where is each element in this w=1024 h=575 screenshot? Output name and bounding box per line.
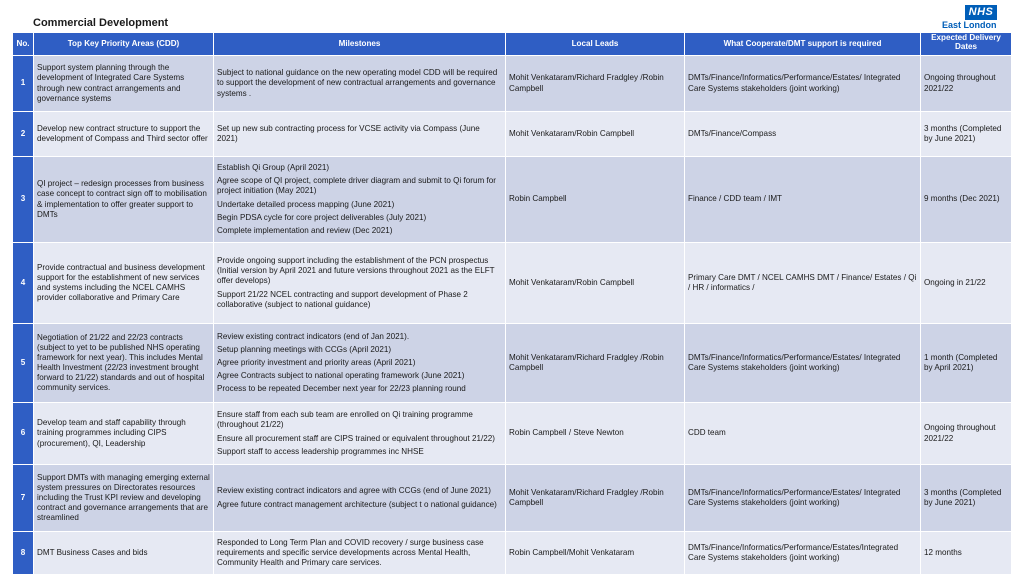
- milestones-cell: [214, 532, 506, 575]
- table-header-row: [13, 33, 1012, 56]
- support-required-cell: DMTs/Finance/Informatics/Performance/Estates/ Integrated Care Systems stakeholders (joint working): [685, 465, 921, 532]
- delivery-dates-cell: 9 months (Dec 2021): [921, 157, 1012, 243]
- milestones-cell: [214, 56, 506, 112]
- local-leads-cell: Mohit Venkataram/Richard Fradgley /Robin Campbell: [506, 465, 685, 532]
- trust-name: East London: [942, 20, 997, 30]
- header-support: What Cooperate/DMT support is required: [685, 33, 921, 56]
- table-row: [13, 532, 1012, 575]
- milestones-cell: [214, 324, 506, 403]
- priority-area-cell: DMT Business Cases and bids: [34, 532, 214, 575]
- delivery-dates-cell: 1 month (Completed by April 2021): [921, 324, 1012, 403]
- priority-area-cell: Support system planning through the development of Integrated Care Systems through new contract arrangements and governance systems: [34, 56, 214, 112]
- milestone-item: Set up new sub contracting process for VCSE activity via Compass (June 2021): [217, 123, 480, 143]
- milestone-item: Provide ongoing support including the establishment of the PCN prospectus (Initial version by April 2021 and future versions throughout 2021 as the ELFT offer develops): [217, 256, 495, 286]
- milestones-cell: [214, 465, 506, 532]
- milestone-item: Process to be repeated December next year for 22/23 planning round: [217, 384, 466, 394]
- table-row: [13, 403, 1012, 465]
- milestones-cell: [214, 243, 506, 324]
- milestones-cell: [214, 403, 506, 465]
- support-required-cell: DMTs/Finance/Compass: [685, 112, 921, 157]
- milestone-item: Begin PDSA cycle for core project deliverables (July 2021): [217, 212, 427, 222]
- row-number: 1: [13, 56, 34, 112]
- milestone-item: Undertake detailed process mapping (June 2021): [217, 199, 395, 209]
- support-required-cell: DMTs/Finance/Informatics/Performance/Estates/ Integrated Care Systems stakeholders (joint working): [685, 324, 921, 403]
- row-number: 6: [13, 403, 34, 465]
- header-leads: Local Leads: [506, 33, 685, 56]
- row-number: 3: [13, 157, 34, 243]
- row-number: 5: [13, 324, 34, 403]
- page-title: Commercial Development: [33, 17, 169, 29]
- table-row: [13, 324, 1012, 403]
- milestone-item: Establish Qi Group (April 2021): [217, 163, 330, 173]
- row-number: 8: [13, 532, 34, 575]
- milestone-item: Agree Contracts subject to national operating framework (June 2021): [217, 371, 465, 381]
- local-leads-cell: Mohit Venkataram/Richard Fradgley /Robin Campbell: [506, 56, 685, 112]
- header-dates: Expected Delivery Dates: [921, 33, 1012, 56]
- table-row: [13, 157, 1012, 243]
- milestone-item: Support staff to access leadership programmes inc NHSE: [217, 446, 424, 456]
- milestone-item: Ensure all procurement staff are CIPS trained or equivalent throughout 21/22): [217, 433, 495, 443]
- priority-area-cell: Provide contractual and business development support for the establishment of new services and systems including the NCEL CAMHS provider collaborative and Primary Care: [34, 243, 214, 324]
- milestone-item: Agree scope of QI project, complete driver diagram and submit to Qi forum for project initiation (May 2021): [217, 176, 496, 196]
- milestone-item: Responded to Long Term Plan and COVID recovery / surge business case requirements and specific service developments across Mental Health, Community Health and Primary care services.: [217, 537, 484, 568]
- priority-area-cell: Support DMTs with managing emerging external system pressures on Directorates resources including the Trust KPI review and developing contract and governance arrangements that are streamlined: [34, 465, 214, 532]
- header-cdd: Top Key Priority Areas (CDD): [34, 33, 214, 56]
- header-no: No.: [13, 33, 34, 56]
- milestone-item: Complete implementation and review (Dec 2021): [217, 225, 393, 235]
- nhs-logo: [941, 5, 999, 32]
- row-number: 7: [13, 465, 34, 532]
- milestone-item: Agree priority investment and priority areas (April 2021): [217, 357, 416, 367]
- milestone-item: Agree future contract management architecture (subject t o national guidance): [217, 499, 497, 509]
- local-leads-cell: Robin Campbell/Mohit Venkataram: [506, 532, 685, 575]
- local-leads-cell: Mohit Venkataram/Robin Campbell: [506, 243, 685, 324]
- delivery-dates-cell: Ongoing throughout 2021/22: [921, 56, 1012, 112]
- delivery-dates-cell: Ongoing throughout 2021/22: [921, 403, 1012, 465]
- delivery-dates-cell: Ongoing in 21/22: [921, 243, 1012, 324]
- support-required-cell: Finance / CDD team / IMT: [685, 157, 921, 243]
- milestone-item: Review existing contract indicators (end of Jan 2021).: [217, 331, 410, 341]
- milestones-cell: [214, 112, 506, 157]
- local-leads-cell: Robin Campbell: [506, 157, 685, 243]
- table-body: [13, 56, 1012, 575]
- row-number: 2: [13, 112, 34, 157]
- delivery-dates-cell: 12 months: [921, 532, 1012, 575]
- support-required-cell: CDD team: [685, 403, 921, 465]
- priority-area-cell: Develop team and staff capability through training programmes including CIPS (procurement), QI, Leadership: [34, 403, 214, 465]
- priority-area-cell: QI project – redesign processes from business case concept to contract sign off to mobilisation & implementation to offer greater support to DMTs: [34, 157, 214, 243]
- support-required-cell: Primary Care DMT / NCEL CAMHS DMT / Finance/ Estates / Qi / HR / informatics /: [685, 243, 921, 324]
- nhs-logo-mark: NHS: [965, 5, 997, 20]
- priority-area-cell: Negotiation of 21/22 and 22/23 contracts (subject to yet to be published NHS operating framework for next year). This includes Mental Health Investment (22/23 investment brought forward to 21/22) standards and out of hospital community services.: [34, 324, 214, 403]
- milestone-item: Setup planning meetings with CCGs (April 2021): [217, 344, 392, 354]
- table-row: [13, 243, 1012, 324]
- table-row: [13, 112, 1012, 157]
- header-milestones: Milestones: [214, 33, 506, 56]
- delivery-dates-cell: 3 months (Completed by June 2021): [921, 112, 1012, 157]
- local-leads-cell: Mohit Venkataram/Richard Fradgley /Robin Campbell: [506, 324, 685, 403]
- milestones-cell: [214, 157, 506, 243]
- row-number: 4: [13, 243, 34, 324]
- local-leads-cell: Robin Campbell / Steve Newton: [506, 403, 685, 465]
- local-leads-cell: Mohit Venkataram/Robin Campbell: [506, 112, 685, 157]
- support-required-cell: DMTs/Finance/Informatics/Performance/Estates/Integrated Care Systems stakeholders (joint working): [685, 532, 921, 575]
- table-row: [13, 465, 1012, 532]
- milestone-item: Ensure staff from each sub team are enrolled on Qi training programme (throughout 21/22): [217, 410, 473, 430]
- table-row: [13, 56, 1012, 112]
- priority-area-cell: Develop new contract structure to support the development of Compass and Third sector offer: [34, 112, 214, 157]
- milestone-item: Support 21/22 NCEL contracting and support development of Phase 2 collaborative (subject to national guidance): [217, 289, 468, 309]
- delivery-dates-cell: 3 months (Completed by June 2021): [921, 465, 1012, 532]
- priorities-table: [12, 32, 1012, 575]
- support-required-cell: DMTs/Finance/Informatics/Performance/Estates/ Integrated Care Systems stakeholders (joint working): [685, 56, 921, 112]
- milestone-item: Review existing contract indicators and agree with CCGs (end of June 2021): [217, 486, 491, 496]
- milestone-item: Subject to national guidance on the new operating model CDD will be required to support the development of new contractual arrangements and governance systems .: [217, 68, 498, 98]
